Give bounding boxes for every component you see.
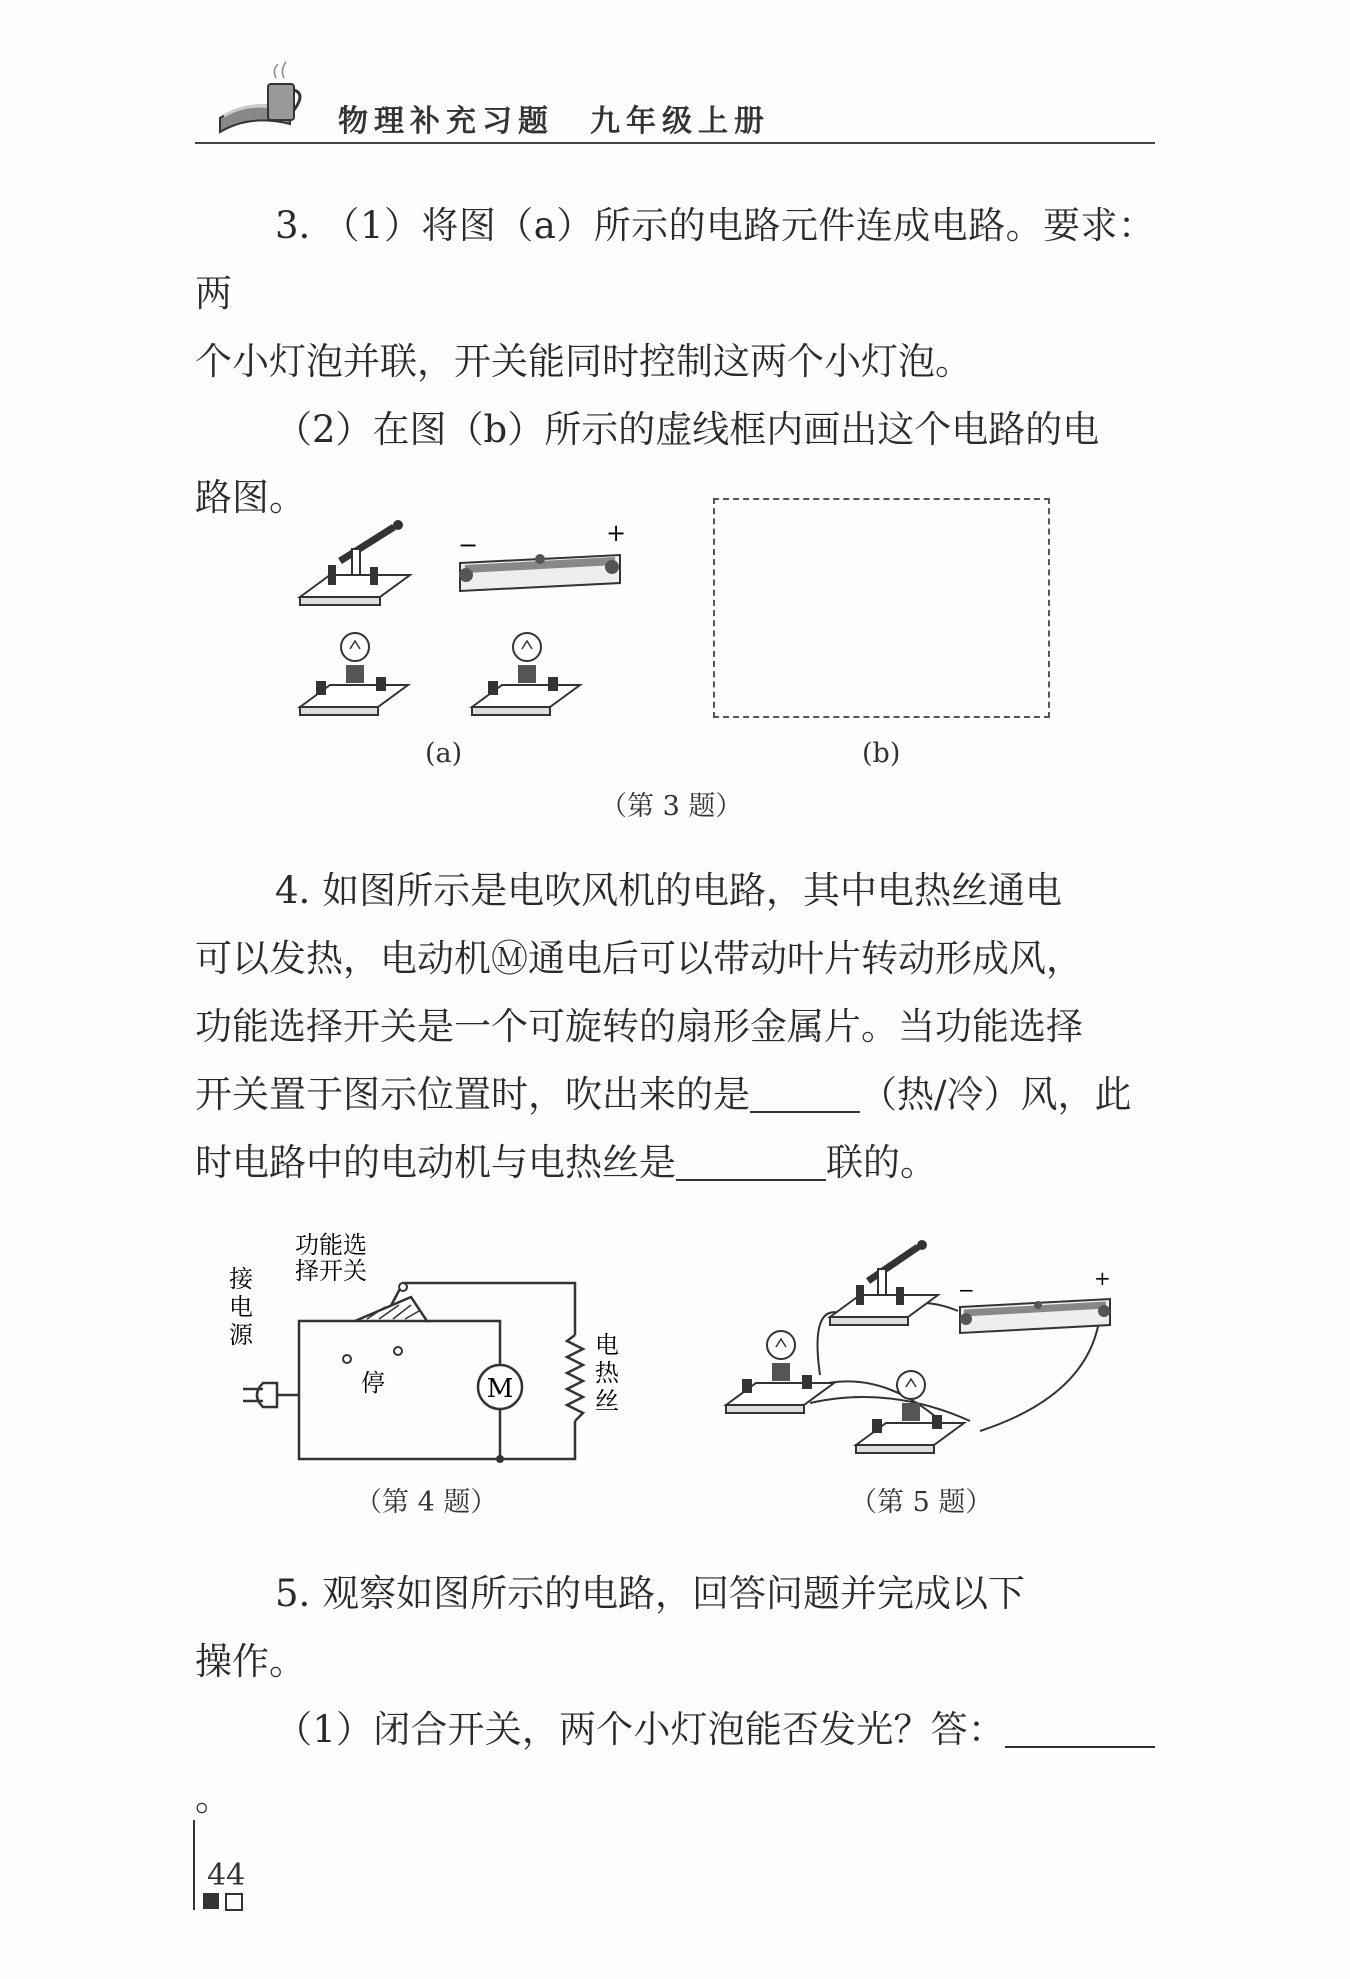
q4-line-3: 功能选择开关是一个可旋转的扇形金属片。当功能选择 (195, 1005, 1083, 1048)
q3-line-2: 个小灯泡并联，开关能同时控制这两个小灯泡。 (195, 340, 972, 383)
q4-line-4-post: （热/冷）风，此 (860, 1073, 1132, 1116)
motor-icon (478, 1365, 522, 1409)
q5-sub1-pre: （1）闭合开关，两个小灯泡能否发光？答： (275, 1708, 1005, 1751)
q3-text (195, 192, 1155, 532)
q4-line-4-pre: 开关置于图示位置时，吹出来的是 (195, 1073, 750, 1116)
heater-label-1: 电 (595, 1331, 619, 1359)
q5-sub1-post: 。 (195, 1776, 232, 1819)
battery-minus-label: − (458, 531, 479, 559)
q3-line-3: （2）在图（b）所示的虚线框内画出这个电路的电 (275, 408, 1100, 451)
q4-circuit-figure (215, 1225, 645, 1475)
q3-figure-a (290, 515, 630, 735)
switch-label-line2: 择开关 (295, 1257, 367, 1285)
q4-blank-2[interactable] (676, 1143, 826, 1181)
knife-switch-icon (830, 1240, 938, 1325)
q4-line-5-post: 联的。 (826, 1141, 937, 1184)
page-number: 44 (207, 1858, 246, 1893)
q4-text (195, 857, 1155, 1197)
q3-line-4: 路图。 (195, 476, 306, 519)
switch-label-line1: 功能选 (295, 1231, 367, 1259)
header-divider (195, 142, 1155, 144)
q5-line-2: 操作。 (195, 1640, 306, 1683)
q3-fig-a-label: (a) (425, 738, 463, 769)
svg-text:M: M (486, 1374, 514, 1404)
q4-line-1: 4. 如图所示是电吹风机的电路，其中电热丝通电 (275, 869, 1063, 912)
power-label-1: 接 (229, 1265, 253, 1293)
power-plug-icon (243, 1383, 299, 1407)
bulb-holder-icon (472, 633, 580, 715)
q3-caption: （第 3 题） (600, 791, 743, 822)
q3-line-1: 3. （1）将图（a）所示的电路元件连成电路。要求：两 (195, 204, 1155, 315)
power-label-3: 源 (229, 1321, 253, 1349)
q3-fig-b-label: (b) (862, 738, 901, 769)
battery-minus-label: − (958, 1278, 975, 1302)
q5-blank-1[interactable] (1005, 1710, 1155, 1748)
q5-circuit-figure (720, 1235, 1120, 1470)
function-switch-icon (355, 1297, 427, 1321)
q4-line-2: 可以发热，电动机Ⓜ通电后可以带动叶片转动形成风， (195, 937, 1083, 980)
page-marker-empty (225, 1893, 243, 1911)
battery-box-icon (958, 1266, 1111, 1333)
bulb-holder-icon (300, 633, 408, 715)
heater-wire-icon (567, 1335, 583, 1421)
header-book-cup-icon (210, 58, 320, 138)
battery-plus-label: + (606, 519, 627, 547)
header-title: 物理补充习题 九年级上册 (338, 104, 770, 139)
q4-line-5-pre: 时电路中的电动机与电热丝是 (195, 1141, 676, 1184)
battery-box-icon (458, 519, 626, 591)
q5-text (195, 1560, 1155, 1832)
q4-caption: （第 4 题） (355, 1487, 498, 1518)
battery-plus-label: + (1094, 1266, 1111, 1290)
heater-label-2: 热 (595, 1359, 619, 1387)
stop-label: 停 (361, 1369, 385, 1397)
q4-blank-1[interactable] (750, 1075, 860, 1113)
heater-label-3: 丝 (595, 1387, 619, 1415)
q5-caption: （第 5 题） (850, 1487, 993, 1518)
power-label-2: 电 (229, 1293, 253, 1321)
q3-figure-b-dashed-box[interactable] (713, 498, 1050, 718)
footer-rule (193, 1820, 195, 1910)
knife-switch-icon (300, 520, 410, 605)
page-marker-filled (203, 1893, 219, 1909)
q5-line-1: 5. 观察如图所示的电路，回答问题并完成以下 (275, 1572, 1026, 1615)
